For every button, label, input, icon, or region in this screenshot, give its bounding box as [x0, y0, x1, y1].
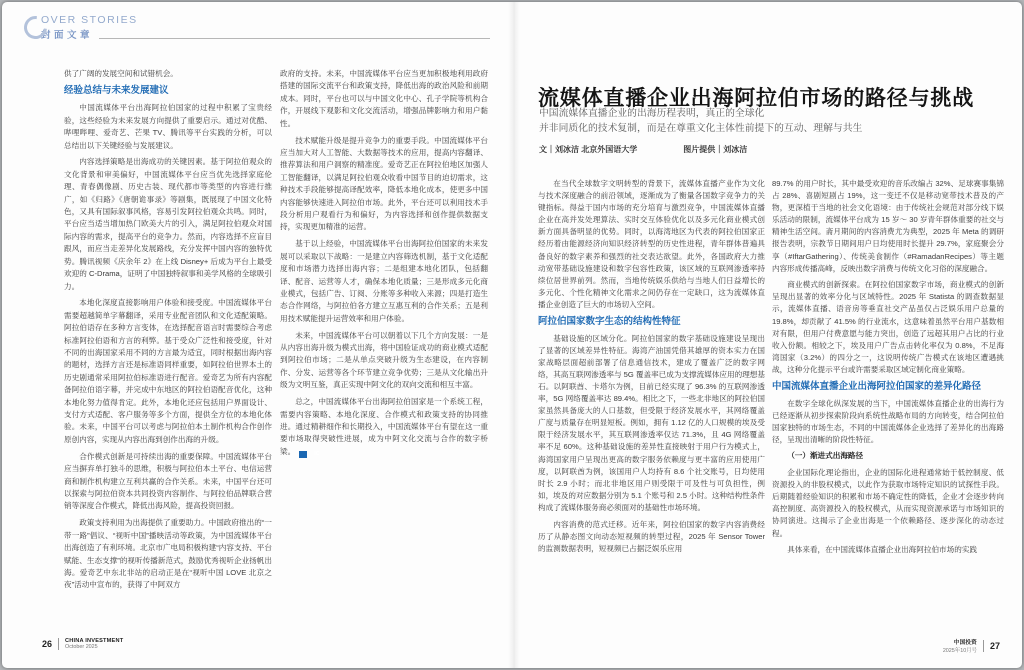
sub-heading-progressive-path: （一）渐进式出海路径 [787, 451, 864, 461]
paragraph: 中国流媒体平台出海阿拉伯国家的过程中积累了宝贵经验，这些经验为未来发展方向提供了重要启示。通过对优酷、哔哩哔哩、爱奇艺、芒果 TV、腾讯等平台实践的分析，可以总结出以下关键经验与发展建议。 [64, 103, 272, 150]
byline-photo-credit: 图片提供｜刘冰洁 [683, 145, 748, 154]
paragraph: 技术赋能升级是提升竞争力的重要手段。中国流媒体平台应当加大对人工智能、大数据等技术的应用，提高内容翻译、推荐算法和用户洞察的精准度。爱奇艺正在阿拉伯地区加强人工智能翻译，以满足阿拉伯观众收看中国节目的迫切需求，这种技术手段能够提高译配效率，降低本地化成本，使更多中国内容能够快速进入阿拉伯市场。此外，平台还可以利用技术手段分析用户观看行为和偏好，为内容选择和创作提供数据支持，实现更加精准的运营。 [280, 135, 488, 232]
paragraph: 在数字全球化纵深发展的当下，中国流媒体直播企业的出海行为已经逐渐从初步探索阶段向系统性战略布局的方向转变，结合阿拉伯国家独特的市场生态，不同的中国流媒体企业选择了差异化的出海路径，呈现出清晰的阶段性特征。 [772, 398, 1004, 444]
article-headline: 流媒体直播企业出海阿拉伯市场的路径与挑战 [538, 86, 974, 111]
paragraph: 在当代全球数字文明转型的背景下，流媒体直播产业作为文化与技术深度融合的前沿领域，逐渐成为了衡量各国数字竞争力的关键指标。得益于国内市场的充分培育与激烈竞争，中国流媒体直播企业在高并发处理算法、实时交互体验优化以及多元化商业模式创新方面具备明显的优势。同时，以海湾地区为代表的阿拉伯国家正经历着由能源经济向知识经济转型的历史性进程，青年群体普遍具备良好的数字素养和强烈的社交表达欲望。此外，各国政府大力推动宽带基础设施建设和数字包容性政策，该区域的互联网渗透率持续位居世界前列。然而，当地传统娱乐供给与当地人们日益增长的多元化、个性化精神文化需求之间仍存在一定缺口，这为流媒体直播企业创造了巨大的市场切入空间。 [538, 179, 765, 309]
right-page-footer [943, 638, 1000, 654]
end-of-article-mark-icon: IC [299, 451, 307, 458]
page-number-left: 26 [42, 639, 53, 649]
right-page-column-1 [538, 178, 765, 616]
paragraph: 政策支持利用为出海提供了重要助力。中国政府推出的“一带一路”倡议、“视听中国”播映活动等政策，为中国流媒体平台出海创造了有利环境。北京市广电局积极构建“内容支持、平台赋能、生态支撑”的视听传播新范式，鼓励优秀视听企业扬帆出海。爱奇艺中东北非站的启动正是在“视听中国 LOVE 北京之夜”活动中宣布的，获得了中阿双方 [64, 518, 272, 590]
section-heading-digital-ecosystem: 阿拉伯国家数字生态的结构性特征 [538, 315, 681, 327]
paragraph: 具体来看，在中国流媒体直播企业出海阿拉伯市场的实践 [787, 545, 978, 555]
right-page-column-2 [772, 178, 1004, 616]
left-page-footer [42, 638, 123, 650]
left-page-column-2 [280, 68, 488, 630]
footer-divider [58, 638, 59, 650]
magazine-info [943, 638, 977, 654]
paragraph: 企业国际化理论指出，企业的国际化进程通常始于低控制度、低资源投入的非股权模式，以此作为获取市场特定知识的试探性手段。后期随着经验知识的积累和市场不确定性的降低，企业才会逐步转向高控制度、高资源投入的股权模式，从而实现资源承诺与市场知识的协同演进。这揭示了企业出海是一个依赖路径、逐步深化的动态过程。 [772, 468, 1004, 538]
paragraph: 基础设施的区域分化。阿拉伯国家的数字基础设施建设呈现出了显著的区域差异性特征。海湾产油国凭借其雄厚的资本实力在国家战略层面超前部署了信息通信技术，建成了覆盖广泛的数字网络，其高互联网渗透率与 5G 覆盖率已成为支撑流媒体应用的理想基石。以阿联酋、卡塔尔为例，目前已经实现了 96.3% 的互联网渗透率，5G 网络覆盖率达 89.4%。相比之下，一些北非地区的阿拉伯国家虽然具备庞大的人口基数，但受限于经济发展水平，其网络覆盖广度与质量存在明显短板。例如，拥有 1.12 亿的人口规模的埃及受限于经济发展水平，其互联网渗透率仅达 71.3%，且 4G 网络覆盖率不足 60%。这种基础设施的差异性直接映射于用户行为模式上，海湾国家用户呈现出更高的数字服务依赖度与更丰富的应用使用广度，以阿联酋为例，该国用户人均持有 8.6 个社交账号，日均使用时长 2.9 小时；而北非地区用户则受限于可及性与可负担性，例如，埃及的对应数据分别为 5.1 个账号和 2.5 小时。这种结构性条件构成了流媒体服务商必须面对的基础性市场环境。 [538, 333, 765, 512]
page-gutter-shadow [508, 2, 520, 668]
footer-divider [983, 640, 984, 652]
logo-text [41, 14, 138, 41]
header-divider-line [99, 38, 490, 39]
magazine-issue: October 2025 [65, 644, 98, 650]
magazine-issue: 2025年10月号 [942, 648, 977, 654]
article-dek [539, 106, 1007, 136]
section-heading-experience: 经验总结与未来发展建议 [64, 84, 169, 96]
paragraph: 商业模式的创新探索。在阿拉伯国家数字市场，商业模式的创新呈现出显著的效率分化与区域特性。2025 年 Statista 的调查数据显示，流媒体直播、语音房等垂直社交产品虽仅占泛娱乐用户总量的 19.8%，却贡献了 41.5% 的行业流水，这意味着虽然平台用户基数相对有限，但用户付费意愿与能力突出，创造了远超其用户占比的行业收入份额。相较之下，埃及用户广告点击转化率仅为 0.8%，不足海湾国家（3.2%）的四分之一，这说明传统广告模式在该地区遭遇挑战，这种分化提示平台或许需要采取区域定制化商业策略。 [772, 280, 1004, 374]
paragraph [280, 396, 488, 458]
paragraph: 89.7% 的用户时长，其中最受欢迎的音乐改编占 32%、足球赛事集锦占 28%、喜剧短剧占 19%，这一变迁不仅是移动宽带技术普及的产物，更深植于当地的社会文化语境：由于传统社会规范对部分线下娱乐活动的限制，流媒体平台成为 15 岁～ 30 岁青年群体重要的社交与精神生活空间。斋月期间的内容消费尤为典型，2025 年 Meta 的调研报告表明，宗教节日期间用户日均使用时长提升 29.7%，家庭聚会分享（#IftarGathering）、传统美食制作（#RamadanRecipes）等主题内容形成传播高峰，反映出数字消费与传统文化习俗的深度融合。 [772, 179, 1004, 273]
paragraph: 内容选择策略是出海成功的关键因素。基于阿拉伯观众的文化背景和审美偏好，中国流媒体平台应当优先选择家庭伦理、青春偶像剧、历史古装、现代都市等类型的内容进行推广，如《归路》《唐朝诡事录》等剧集，既展现了中国文化特色，又具有国际叙事风格，容易引发阿拉伯观众共鸣。同时，平台应当适当增加热门欧美大片的引入，满足阿拉伯观众对国际内容的需求，提高平台的竞争力。然而，内容选择不应盲目跟风，而应当走差异化发展路线，充分发挥中国内容的独特优势。腾讯视频《庆余年 2》在上线 Disney+ 后成为平台上最受欢迎的 C-Drama，证明了中国独特叙事和美学风格的全球吸引力。 [64, 157, 272, 291]
dek-line-1: 中国流媒体直播企业的出海历程表明，真正的全球化 [539, 108, 765, 119]
magazine-name: CHINA INVESTMENT [65, 638, 124, 644]
magazine-info [65, 638, 123, 650]
cover-stories-logo [24, 14, 138, 41]
dek-line-2: 并非同质化的技术复制，而是在尊重文化主体性前提下的互动、理解与共生 [539, 123, 863, 134]
byline-author: 文｜刘冰洁 北京外国语大学 [539, 145, 638, 154]
left-page-column-1 [64, 68, 272, 630]
byline [539, 144, 747, 155]
page-number-right: 27 [989, 641, 1000, 651]
paragraph: 本地化深度直接影响用户体验和接受度。中国流媒体平台需要超越简单字幕翻译，采用专业配音团队和文化适配策略。阿拉伯语存在多种方言变体，在选择配音语言时需要综合考虑标准阿拉伯语和方言的利弊。基于受众广泛性和接受度，针对不同的出海国家采用不同的方言最为适宜，同时根据出海内容的题材，选择方言还是标准语同样重要，如阿拉伯世界本土的历史剧通常采用阿拉伯标准语进行配音。爱奇艺为所有内容配备阿拉伯语字幕，并完成中东地区的阿拉伯语配音优化，这种本地化努力值得肯定。此外，本地化还应包括用户界面设计、支付方式适配、客户服务等多个方面，提供全方位的本地化体验。未来，中国平台可以考虑与阿拉伯本土制作机构合作创作原创内容，实现从内容出海到创作出海的升级。 [64, 298, 272, 444]
paragraph: 政府的支持。未来，中国流媒体平台应当更加积极地利用政府搭建的国际交流平台和政策支持，降低出海的政治风险和前期成本。同时，平台也可以与中国文化中心、孔子学院等机构合作，开展线下观影和文化交流活动，增强品牌影响力和用户黏性。 [280, 69, 488, 128]
paragraph: 未来，中国流媒体平台可以朝着以下几个方向发展：一是从内容出海升级为模式出海，将中国验证成功的商业模式适配到阿拉伯市场；二是从单点突破升级为生态建设，在内容制作、分发、运营等各个环节建立竞争优势；三是从文化输出升级为文明互鉴，真正实现中阿文化的双向交流和相互丰富。 [280, 330, 488, 390]
section-heading-differentiated-path: 中国流媒体直播企业出海阿拉伯国家的差异化路径 [772, 380, 982, 392]
paragraph: 供了广阔的发展空间和试错机会。 [64, 69, 178, 78]
magazine-name: 中国投资 [953, 640, 977, 646]
magazine-spread [2, 2, 1022, 668]
logo-line-chinese: 封面文章 [41, 30, 94, 41]
paragraph: 合作模式创新是可持续出海的重要保障。中国流媒体平台应当摒弃单打独斗的思维，积极与阿拉伯本土平台、电信运营商和制作机构建立互利共赢的合作关系。未来，中国平台还可以探索与阿拉伯资本共同投资内容制作、与阿拉伯品牌联合营销等深度合作模式，降低出海风险，提高投资回报。 [64, 451, 272, 511]
paragraph-text: 总之，中国流媒体平台出海阿拉伯国家是一个系统工程，需要内容策略、本地化深度、合作模式和政策支持的协同推进。通过精耕细作和长期投入，中国流媒体平台有望在这一重要市场取得突破性进展，成为中阿文化交流与合作的数字桥梁。 [280, 397, 488, 456]
logo-line-english: OVER STORIES [41, 14, 138, 26]
paragraph: 内容消费的范式迁移。近年来，阿拉伯国家的数字内容消费经历了从静态图文向动态短视频的转型过程，2025 年 Sensor Tower 的监测数据表明，短视频已占据泛娱乐应用 [538, 519, 765, 553]
paragraph: 基于以上经验，中国流媒体平台出海阿拉伯国家的未来发展可以采取以下战略：一是建立内容筛选机制，基于文化适配度和市场潜力选择出海内容；二是组建本地化团队，包括翻译、配音、运营等人才，确保本地化质量；三是形成多元化商业模式，包括广告、订阅、分账等多种收入来源；四是打造生态合作网络，与阿拉伯各方建立互惠互利的合作关系；五是利用技术赋能提升运营效率和用户体验。 [280, 239, 488, 323]
